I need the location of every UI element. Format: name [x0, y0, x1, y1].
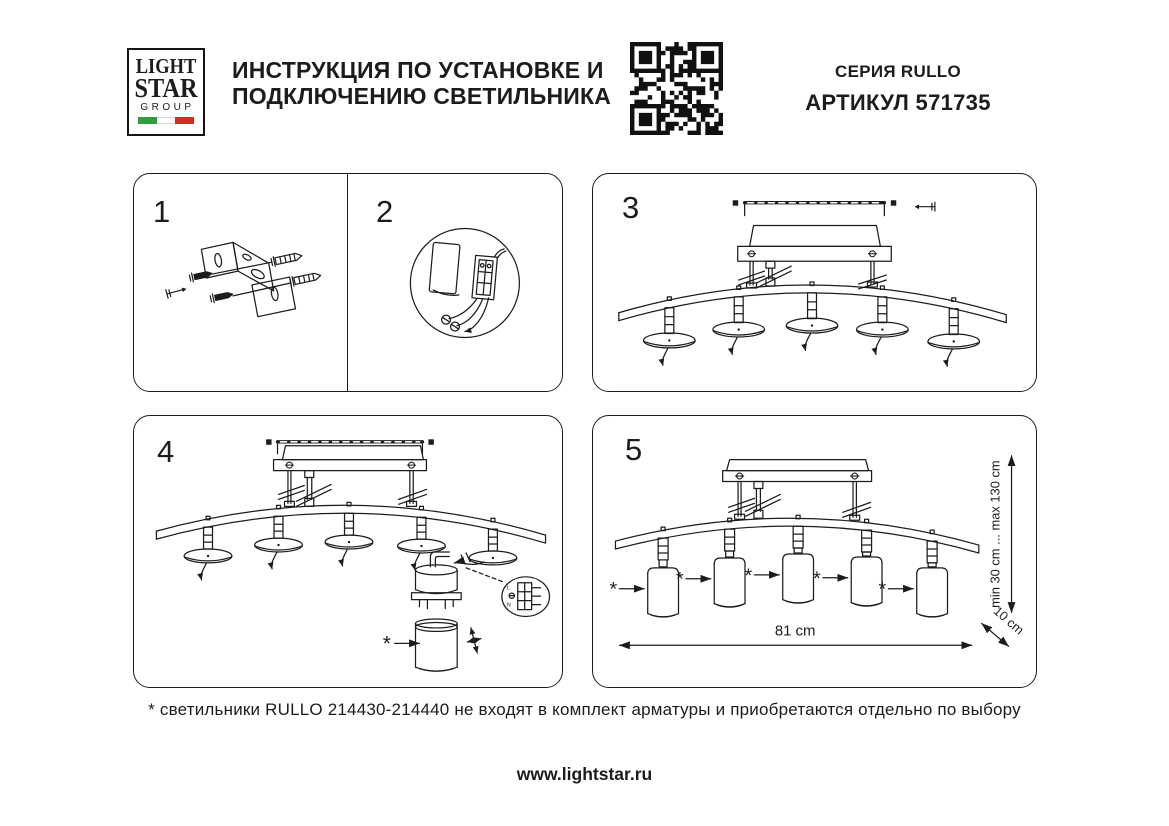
- asterisk-pointers: [610, 565, 914, 601]
- logo-word: LIGHT: [135, 54, 197, 78]
- dimension-height-label: min 30 cm ... max 130 cm: [987, 460, 1003, 608]
- lamp-holders: [184, 513, 517, 580]
- screw-icon: [915, 202, 935, 211]
- mounting-bracket: [201, 242, 295, 316]
- asterisk-marker: *: [813, 567, 821, 590]
- screw-icon: [451, 322, 460, 331]
- panel-step-5: [592, 415, 1037, 688]
- step2-illustration: [347, 174, 561, 391]
- step-number-1: 1: [153, 194, 171, 229]
- step-number-3: 3: [622, 190, 640, 225]
- terminal-l-label: L: [506, 585, 510, 592]
- panel-step-1-2: [133, 173, 563, 392]
- terminal-n-label: N: [506, 602, 511, 609]
- dimension-depth: [982, 603, 1027, 646]
- ceiling-mount: [266, 439, 434, 470]
- wiring-detail-circle: [410, 228, 519, 337]
- panel-step-4: [133, 415, 563, 688]
- dimension-width: [619, 623, 971, 645]
- screw-icon: [442, 315, 451, 324]
- italian-flag-icon: [138, 117, 194, 124]
- step1-illustration: [134, 174, 347, 391]
- step-number-2: 2: [376, 194, 394, 229]
- step5-illustration: [593, 416, 1036, 687]
- dimension-height: [988, 456, 1012, 613]
- lamp-cylinders: [648, 526, 948, 617]
- pendant-lamp: [383, 552, 503, 671]
- move-cross-icon: [464, 626, 484, 654]
- website-url: www.lightstar.ru: [516, 764, 653, 784]
- ceiling-mount: [733, 200, 896, 261]
- logo-word: GROUP: [140, 102, 195, 113]
- qr-code: [630, 42, 723, 135]
- lightstar-logo: [127, 48, 205, 136]
- screw-icon: [189, 269, 213, 282]
- logo-word: STAR: [134, 73, 198, 103]
- terminal-block-icon: [472, 246, 506, 300]
- asterisk-marker: *: [609, 578, 618, 601]
- screw-icon: [166, 284, 188, 298]
- asterisk-marker: *: [382, 632, 391, 656]
- footnote: * светильники RULLO 214430-214440 не входят в комплект арматуры и приобретаются отдельно по выбору: [148, 700, 1021, 719]
- ceiling-mount: [723, 460, 872, 482]
- dimension-depth-label: 10 cm: [990, 603, 1027, 638]
- connector-detail: [502, 577, 550, 617]
- step4-illustration: [134, 416, 562, 687]
- article-label: АРТИКУЛ 571735: [805, 90, 991, 115]
- title-line-2: ПОДКЛЮЧЕНИЮ СВЕТИЛЬНИКА: [232, 83, 612, 109]
- asterisk-marker: *: [744, 564, 753, 587]
- step-number-5: 5: [625, 432, 643, 467]
- asterisk-marker: *: [676, 568, 684, 591]
- wall-anchor-icon: [271, 251, 303, 267]
- panel-step-3: [592, 173, 1037, 392]
- arched-bar: [156, 502, 545, 543]
- asterisk-marker: *: [878, 578, 887, 601]
- title-line-1: ИНСТРУКЦИЯ ПО УСТАНОВКЕ И: [232, 57, 604, 83]
- dimension-width-label: 81 cm: [774, 623, 816, 640]
- product-info: [758, 62, 1038, 116]
- junction-plate: [429, 242, 460, 294]
- series-label: СЕРИЯ RULLO: [835, 62, 961, 81]
- step3-illustration: [593, 174, 1036, 391]
- wall-anchor-icon: [290, 271, 322, 287]
- step-number-4: 4: [157, 434, 175, 469]
- screw-icon: [210, 290, 234, 303]
- suspension-rods: [279, 471, 427, 507]
- page-title: [232, 57, 611, 109]
- suspension-rods: [729, 482, 871, 521]
